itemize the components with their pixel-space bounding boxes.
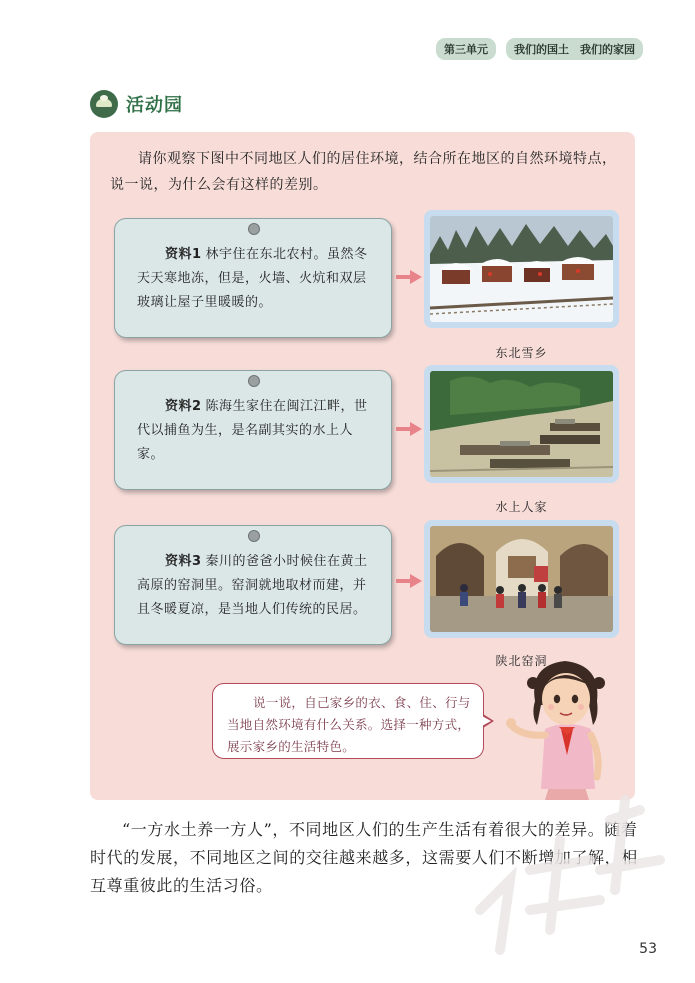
photo-caption: 水上人家 xyxy=(495,500,548,514)
photo-caption: 陕北窑洞 xyxy=(495,654,548,668)
pin-icon xyxy=(248,530,260,542)
photo-snow-village xyxy=(424,210,619,328)
activity-garden-icon xyxy=(90,90,118,118)
material-card-1 xyxy=(114,218,392,338)
material-label: 资料1 xyxy=(165,247,202,262)
body-paragraph: “一方水土养一方人”，不同地区人们的生产生活有着很大的差异。随着时代的发展，不同地区之间的交往越来越多，这需要人们不断增加了解，相互尊重彼此的生活习俗。 xyxy=(90,820,638,895)
page-number: 53 xyxy=(639,941,657,957)
pin-icon xyxy=(248,223,260,235)
material-label: 资料2 xyxy=(165,399,202,414)
header-tags xyxy=(436,38,643,60)
photo-water-village xyxy=(424,365,619,483)
pin-icon xyxy=(248,375,260,387)
material-card-3 xyxy=(114,525,392,645)
girl-illustration xyxy=(505,655,615,800)
material-text: 林宇住在东北农村。虽然冬天天寒地冻，但是，火墙、火炕和双层玻璃让屋子里暖暖的。 xyxy=(137,247,368,310)
material-label: 资料3 xyxy=(165,554,202,569)
photo-cave-dwelling xyxy=(424,520,619,638)
arrow-right-icon xyxy=(396,574,422,588)
section-heading xyxy=(90,90,183,118)
arrow-right-icon xyxy=(396,422,422,436)
material-text: 秦川的爸爸小时候住在黄土高原的窑洞里。窑洞就地取材而建，并且冬暖夏凉，是当地人们传统的民居。 xyxy=(137,554,368,617)
section-title: 活动园 xyxy=(126,95,183,116)
photo-caption: 东北雪乡 xyxy=(495,346,548,360)
arrow-right-icon xyxy=(396,270,422,284)
bubble-tail xyxy=(483,714,494,728)
material-card-2 xyxy=(114,370,392,490)
chapter-tag: 我们的国土 我们的家园 xyxy=(506,38,643,60)
speech-bubble xyxy=(212,683,484,759)
unit-tag: 第三单元 xyxy=(436,38,496,60)
intro-text: 请你观察下图中不同地区人们的居住环境，结合所在地区的自然环境特点，说一说，为什么会有这样的差别。 xyxy=(110,151,617,193)
material-text: 陈海生家住在闽江江畔，世代以捕鱼为生，是名副其实的水上人家。 xyxy=(137,399,368,462)
bubble-text: 说一说，自己家乡的衣、食、住、行与当地自然环境有什么关系。选择一种方式，展示家乡的生活特色。 xyxy=(227,695,471,754)
